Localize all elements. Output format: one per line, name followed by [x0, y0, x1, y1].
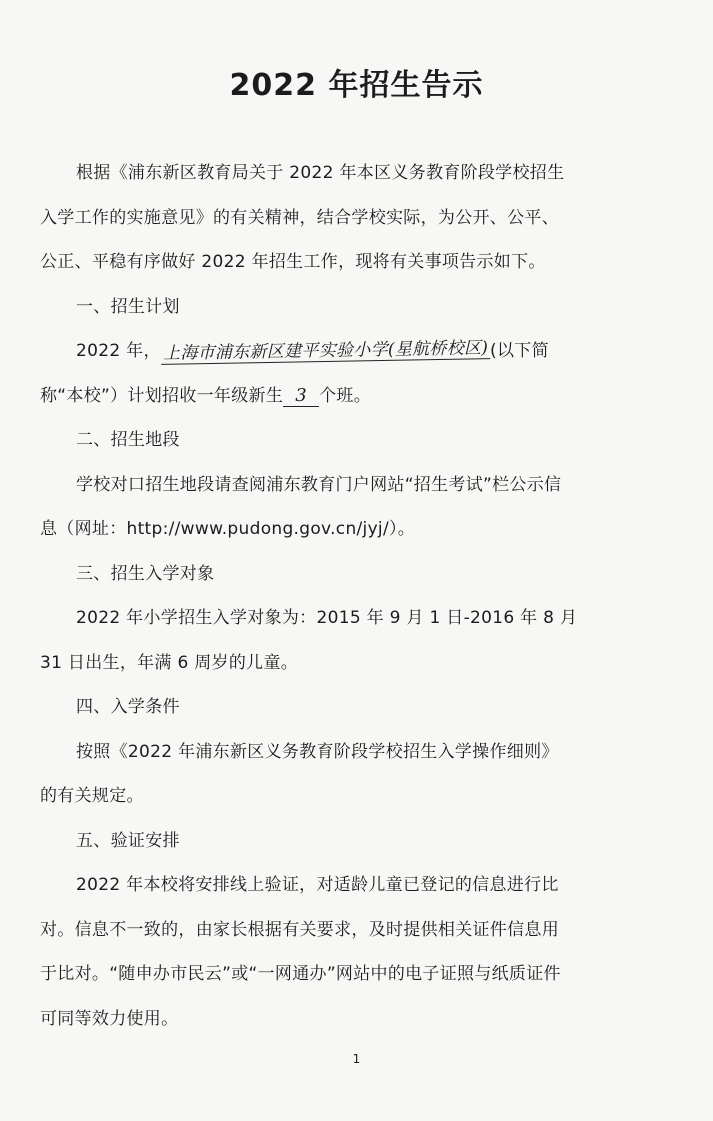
section-1-prefix: 2022 年，: [76, 341, 161, 361]
page-title: 2022 年招生告示: [229, 68, 484, 103]
section-1-line-2-suffix: 个班。: [319, 386, 372, 406]
section-2-line-2: 息（网址：http://www.pudong.gov.cn/jyj/）。: [40, 519, 416, 539]
section-1-line-2-prefix: 称“本校”）计划招收一年级新生: [40, 386, 284, 406]
handwritten-school-name: 上海市浦东新区建平实验小学(星航桥校区): [161, 333, 491, 365]
handwritten-class-count: 3: [283, 385, 319, 407]
section-1-line-1: [76, 336, 549, 362]
section-3-heading: 三、招生入学对象: [76, 564, 215, 584]
section-1-heading: 一、招生计划: [76, 297, 180, 317]
intro-line-1: 根据《浦东新区教育局关于 2022 年本区义务教育阶段学校招生: [76, 163, 565, 183]
section-4-heading: 四、入学条件: [76, 697, 180, 717]
intro-line-3: 公正、平稳有序做好 2022 年招生工作，现将有关事项告示如下。: [40, 252, 546, 272]
page-number: 1: [352, 1052, 361, 1066]
section-5-line-2: 对。信息不一致的，由家长根据有关要求，及时提供相关证件信息用: [40, 920, 559, 940]
section-4-line-1: 按照《2022 年浦东新区义务教育阶段学校招生入学操作细则》: [76, 742, 559, 762]
section-1-suffix: (以下简: [490, 341, 549, 361]
section-1-line-2: [40, 381, 371, 407]
section-4-line-2: 的有关规定。: [40, 786, 144, 806]
section-5-heading: 五、验证安排: [76, 831, 180, 851]
section-5-line-4: 可同等效力使用。: [40, 1009, 179, 1029]
section-2-heading: 二、招生地段: [76, 430, 180, 450]
section-5-line-3: 于比对。“随申办市民云”或“一网通办”网站中的电子证照与纸质证件: [40, 964, 561, 984]
section-5-line-1: 2022 年本校将安排线上验证，对适龄儿童已登记的信息进行比: [76, 875, 559, 895]
intro-line-2: 入学工作的实施意见》的有关精神，结合学校实际，为公开、公平、: [40, 208, 559, 228]
section-2-line-1: 学校对口招生地段请查阅浦东教育门户网站“招生考试”栏公示信: [76, 475, 562, 495]
section-3-line-1: 2022 年小学招生入学对象为：2015 年 9 月 1 日-2016 年 8 月: [76, 608, 578, 628]
section-3-line-2: 31 日出生，年满 6 周岁的儿童。: [40, 653, 299, 673]
